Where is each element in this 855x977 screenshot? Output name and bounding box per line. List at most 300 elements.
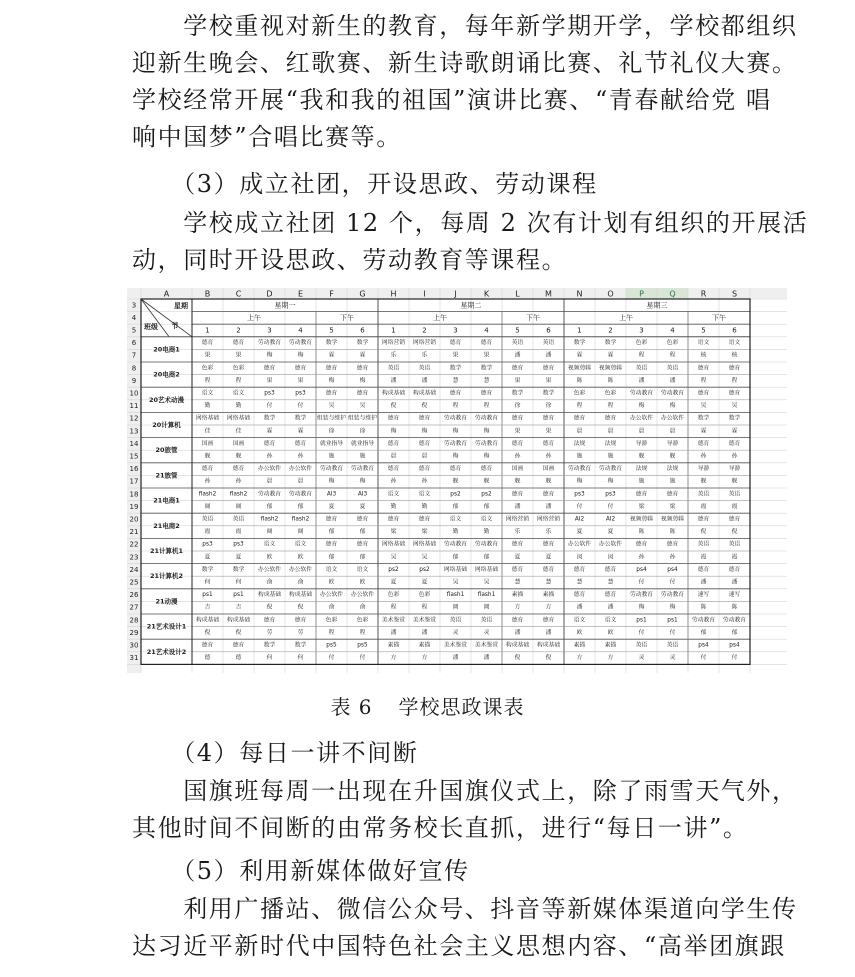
teacher-cell: 方: [421, 655, 428, 662]
teacher-cell: 慧: [607, 579, 614, 586]
teacher-cell: 晨: [607, 428, 614, 435]
teacher-cell: 倪: [266, 604, 273, 611]
teacher-cell: 梅: [359, 478, 366, 485]
heading-new-media: （5）利用新媒体做好宣传: [132, 857, 470, 885]
teacher-cell: 付: [576, 503, 583, 510]
subject-cell: 数学: [294, 642, 307, 649]
subject-cell: 网络基础: [226, 415, 251, 422]
teacher-cell: 孙: [421, 478, 428, 485]
teacher-cell: 梅: [390, 428, 397, 435]
subject-cell: 美术鉴赏: [381, 617, 406, 624]
subject-cell: 劳动教育: [443, 415, 468, 422]
row-number: 12: [129, 414, 139, 423]
teacher-cell: 灵: [638, 655, 645, 662]
teacher-cell: 付: [359, 655, 366, 662]
subject-cell: 构成基础: [288, 592, 313, 599]
teacher-cell: 晨: [638, 428, 645, 435]
subject-cell: 法规: [573, 440, 586, 447]
teacher-cell: 陈: [576, 377, 583, 384]
subject-cell: 语文: [573, 617, 586, 624]
teacher-cell: 梅: [328, 377, 335, 384]
subject-cell: 国画: [201, 440, 214, 447]
teacher-cell: 郁: [452, 554, 459, 561]
subject-cell: 语文: [480, 516, 493, 523]
subject-cell: ps4: [698, 642, 709, 649]
teacher-cell: 梅: [266, 352, 273, 359]
subject-cell: 德育: [573, 566, 586, 573]
teacher-cell: 孙: [235, 478, 242, 485]
teacher-cell: 梁: [669, 503, 676, 510]
teacher-cell: 程: [328, 629, 335, 636]
class-name: 21艺术设计1: [146, 622, 187, 631]
column-letter: O: [607, 289, 614, 299]
subject-cell: 德育: [728, 390, 741, 397]
subject-cell: 劳动教育: [257, 491, 282, 498]
period-number: 2: [608, 326, 613, 335]
subject-cell: 德育: [542, 617, 555, 624]
row-number: 7: [131, 351, 137, 360]
day-header: 星期一: [274, 301, 296, 310]
subject-cell: 德育: [573, 592, 586, 599]
teacher-cell: 欧: [328, 579, 335, 586]
subject-cell: 办公软件: [257, 566, 282, 573]
teacher-cell: 陈: [669, 529, 676, 536]
subject-cell: 德育: [418, 516, 431, 523]
subject-cell: 色彩: [232, 365, 245, 372]
subject-cell: flash2: [260, 516, 279, 523]
teacher-cell: 何: [297, 655, 304, 662]
teacher-cell: 孙: [700, 453, 707, 460]
subject-cell: 劳动教育: [257, 340, 282, 347]
subject-cell: 办公软件: [288, 466, 313, 473]
subject-cell: 构成基础: [226, 617, 251, 624]
teacher-cell: 梁: [638, 503, 645, 510]
teacher-cell: 方: [576, 655, 583, 662]
teacher-cell: 倪: [700, 529, 707, 536]
subject-cell: 英语: [232, 516, 245, 523]
subject-cell: 构成基础: [412, 390, 437, 397]
subject-cell: 视频剪辑: [660, 516, 685, 523]
teacher-cell: 吴: [700, 403, 707, 410]
subject-cell: 德育: [728, 365, 741, 372]
teacher-cell: 阔: [204, 503, 211, 510]
teacher-cell: 陈: [638, 529, 645, 536]
teacher-cell: 梅: [607, 478, 614, 485]
teacher-cell: 乐: [421, 352, 428, 359]
subject-cell: 劳动教育: [722, 617, 747, 624]
subject-cell: 劳动教育: [443, 541, 468, 548]
subject-cell: 德育: [511, 617, 524, 624]
teacher-cell: 潘: [731, 579, 738, 586]
paragraph-clubs: 学校成立社团 12 个，每周 2 次有计划有组织的开展活 动，同时开设思政、劳动教育等课程。: [132, 209, 809, 274]
subject-cell: 德育: [232, 340, 245, 347]
column-letter: E: [297, 289, 304, 299]
subject-cell: 劳动教育: [691, 617, 716, 624]
subject-cell: 构成基础: [381, 390, 406, 397]
subject-cell: ps5: [326, 642, 337, 649]
row-number: 18: [129, 490, 139, 499]
subject-cell: 劳动教育: [629, 592, 654, 599]
period-number: 4: [298, 326, 303, 335]
class-name: 21旅管: [155, 471, 178, 480]
teacher-cell: 潘: [669, 377, 676, 384]
subject-cell: 德育: [604, 592, 617, 599]
subject-cell: 德育: [511, 365, 524, 372]
teacher-cell: 梁: [421, 529, 428, 536]
teacher-cell: 潘: [514, 503, 521, 510]
subject-cell: 语文: [604, 617, 617, 624]
teacher-cell: 倪: [297, 604, 304, 611]
column-letter: B: [204, 289, 211, 299]
teacher-cell: 孙: [638, 554, 645, 561]
column-letter: D: [266, 289, 273, 299]
subject-cell: 数学: [325, 340, 338, 347]
teacher-cell: 慧: [514, 579, 521, 586]
subject-cell: 构成基础: [505, 642, 530, 649]
subject-cell: 国画: [511, 466, 524, 473]
subject-cell: 德育: [232, 466, 245, 473]
row-number: 25: [129, 578, 139, 587]
teacher-cell: 欧: [607, 629, 614, 636]
teacher-cell: 付: [669, 629, 676, 636]
subject-cell: AI3: [326, 491, 337, 498]
period-number: 4: [670, 326, 675, 335]
teacher-cell: 灵: [452, 629, 459, 636]
subject-cell: 构成基础: [257, 592, 282, 599]
half-day-header: 上午: [619, 313, 633, 322]
subject-cell: 就业指导: [350, 440, 375, 447]
teacher-cell: 闵: [576, 554, 583, 561]
subject-cell: 数学: [263, 642, 276, 649]
teacher-cell: 吴: [359, 403, 366, 410]
subject-cell: 德育: [697, 516, 710, 523]
teacher-cell: 陈: [700, 604, 707, 611]
column-letter: R: [700, 289, 707, 299]
teacher-cell: 付: [607, 503, 614, 510]
teacher-cell: 晨: [669, 428, 676, 435]
period-number: 1: [577, 326, 582, 335]
subject-cell: 数学: [604, 340, 617, 347]
teacher-cell: 梅: [576, 478, 583, 485]
corner-label-day: 星期: [174, 302, 188, 310]
class-name: 20艺术动漫: [148, 395, 185, 404]
subject-cell: 组装与维护: [348, 415, 377, 422]
column-letter: J: [454, 289, 457, 299]
teacher-cell: 方: [514, 604, 521, 611]
teacher-cell: 何: [266, 655, 273, 662]
teacher-cell: 施: [576, 453, 583, 460]
subject-cell: 法规: [604, 440, 617, 447]
subject-cell: 构成基础: [536, 642, 561, 649]
teacher-cell: 郁: [297, 503, 304, 510]
subject-cell: 数学: [697, 415, 710, 422]
subject-cell: 德育: [697, 440, 710, 447]
subject-cell: flash2: [291, 516, 310, 523]
subject-cell: 数学: [542, 390, 555, 397]
teacher-cell: 何: [204, 579, 211, 586]
subject-cell: 英语: [728, 491, 741, 498]
teacher-cell: 梅: [669, 604, 676, 611]
subject-cell: 德育: [232, 642, 245, 649]
subject-cell: 数学: [480, 365, 493, 372]
subject-cell: 网络营销: [505, 516, 530, 523]
teacher-cell: 梅: [483, 428, 490, 435]
class-name: 21动漫: [155, 597, 178, 606]
subject-cell: ps4: [729, 642, 740, 649]
teacher-cell: 德: [204, 655, 211, 662]
teacher-cell: 夏: [328, 503, 335, 510]
half-day-header: 下午: [526, 313, 540, 322]
subject-cell: 劳动教育: [598, 466, 623, 473]
teacher-cell: 灵: [483, 629, 490, 636]
subject-cell: 德育: [511, 566, 524, 573]
subject-cell: 英语: [666, 642, 679, 649]
teacher-cell: 晨: [390, 453, 397, 460]
subject-cell: 法规: [635, 466, 648, 473]
subject-cell: 就业指导: [319, 440, 344, 447]
subject-cell: 德育: [263, 440, 276, 447]
row-number: 9: [131, 376, 137, 385]
half-day-header: 下午: [712, 313, 726, 322]
subject-cell: 构成基础: [195, 617, 220, 624]
subject-cell: 素描: [573, 642, 586, 649]
column-letter: G: [359, 289, 366, 299]
subject-cell: 英语: [666, 365, 679, 372]
teacher-cell: 晨: [266, 478, 273, 485]
teacher-cell: 舰: [452, 478, 459, 485]
period-number: 5: [329, 326, 334, 335]
teacher-cell: 吴: [421, 554, 428, 561]
teacher-cell: 乐: [545, 529, 552, 536]
teacher-cell: 梅: [452, 428, 459, 435]
teacher-cell: 程: [235, 377, 242, 384]
teacher-cell: 施: [328, 453, 335, 460]
period-number: 2: [236, 326, 241, 335]
teacher-cell: 方: [607, 655, 614, 662]
subject-cell: 德育: [294, 365, 307, 372]
subject-cell: flash1: [446, 592, 465, 599]
teacher-cell: 程: [452, 403, 459, 410]
teacher-cell: 夏: [514, 554, 521, 561]
subject-cell: 办公软件: [288, 566, 313, 573]
subject-cell: 德育: [666, 491, 679, 498]
subject-cell: 德育: [542, 365, 555, 372]
subject-cell: 德育: [263, 617, 276, 624]
teacher-cell: 郁: [359, 529, 366, 536]
half-day-header: 上午: [247, 313, 261, 322]
subject-cell: 素描: [511, 592, 524, 599]
teacher-cell: 霖: [328, 352, 335, 359]
row-number: 15: [129, 452, 139, 461]
teacher-cell: 勤: [235, 403, 242, 410]
subject-cell: 国画: [232, 440, 245, 447]
teacher-cell: 欧: [266, 554, 273, 561]
period-number: 6: [546, 326, 551, 335]
subject-cell: 英语: [449, 617, 462, 624]
paragraph-new-student-education: 学校重视对新生的教育，每年新学期开学，学校都组织 迎新生晚会、红歌赛、新生诗歌朗诵比赛、礼节礼仪大赛。 学校经常开展“我和我的祖国”演讲比赛、“青春献给党 唱 响中国梦”合唱比赛等。: [132, 12, 798, 151]
subject-cell: 导游: [697, 466, 710, 473]
teacher-cell: 舰: [545, 478, 552, 485]
teacher-cell: 孙: [669, 554, 676, 561]
table-number: 表 6: [330, 695, 373, 719]
subject-cell: 劳动教育: [567, 466, 592, 473]
subject-cell: 德育: [511, 415, 524, 422]
teacher-cell: 梅: [421, 428, 428, 435]
teacher-cell: 程: [390, 604, 397, 611]
teacher-cell: 陈: [731, 604, 738, 611]
period-number: 3: [267, 326, 272, 335]
teacher-cell: 郁: [483, 503, 490, 510]
subject-cell: 德育: [325, 365, 338, 372]
subject-cell: 德育: [418, 415, 431, 422]
subject-cell: 德育: [480, 466, 493, 473]
teacher-cell: 梅: [452, 453, 459, 460]
teacher-cell: 勤: [483, 529, 490, 536]
subject-cell: 德育: [356, 365, 369, 372]
teacher-cell: 潘: [545, 503, 552, 510]
teacher-cell: 程: [576, 403, 583, 410]
subject-cell: ps3: [202, 541, 213, 548]
subject-cell: flash2: [229, 491, 248, 498]
teacher-cell: 付: [638, 629, 645, 636]
subject-cell: 数学: [356, 340, 369, 347]
subject-cell: 美术鉴赏: [474, 642, 499, 649]
row-number: 31: [129, 654, 139, 663]
subject-cell: ps2: [450, 491, 461, 498]
subject-cell: 英语: [697, 541, 710, 548]
teacher-cell: 梁: [390, 529, 397, 536]
teacher-cell: 潘: [390, 629, 397, 636]
row-number: 29: [129, 628, 139, 637]
subject-cell: 德育: [511, 440, 524, 447]
subject-cell: 德育: [201, 340, 214, 347]
teacher-cell: 孙: [514, 453, 521, 460]
subject-cell: 色彩: [387, 592, 400, 599]
subject-cell: 语文: [294, 541, 307, 548]
teacher-cell: 吴: [731, 403, 738, 410]
teacher-cell: 程: [638, 352, 645, 359]
subject-cell: 劳动教育: [319, 466, 344, 473]
row-number: 14: [129, 439, 139, 448]
subject-cell: 色彩: [418, 592, 431, 599]
subject-cell: ps3: [605, 491, 616, 498]
subject-cell: 视频剪辑: [598, 365, 623, 372]
teacher-cell: 潘: [545, 352, 552, 359]
period-number: 3: [639, 326, 644, 335]
teacher-cell: 方: [545, 604, 552, 611]
paragraph-flag-team: 国旗班每周一出现在升国旗仪式上，除了雨雪天气外， 其他时间不间断的由常务校长直抓，进行“每日一讲”。: [132, 777, 798, 842]
subject-cell: 色彩: [666, 340, 679, 347]
teacher-cell: 舰: [669, 453, 676, 460]
class-name: 21计算机2: [149, 572, 184, 581]
teacher-cell: 潘: [700, 579, 707, 586]
teacher-cell: 霖: [359, 352, 366, 359]
teacher-cell: 舰: [514, 478, 521, 485]
subject-cell: 英语: [480, 617, 493, 624]
subject-cell: 德育: [728, 516, 741, 523]
subject-cell: 劳动教育: [660, 390, 685, 397]
teacher-cell: 果: [514, 377, 521, 384]
teacher-cell: 程: [731, 377, 738, 384]
row-number: 22: [129, 540, 139, 549]
half-day-header: 下午: [340, 313, 354, 322]
period-number: 3: [453, 326, 458, 335]
subject-cell: 语文: [697, 340, 710, 347]
teacher-cell: 勤: [452, 529, 459, 536]
teacher-cell: 霖: [297, 428, 304, 435]
period-number: 1: [391, 326, 396, 335]
subject-cell: 德育: [387, 516, 400, 523]
subject-cell: 德育: [542, 541, 555, 548]
subject-cell: ps2: [388, 566, 399, 573]
teacher-cell: 吴: [452, 579, 459, 586]
teacher-cell: 霖: [700, 428, 707, 435]
teacher-cell: 晨: [297, 478, 304, 485]
subject-cell: flash1: [477, 592, 496, 599]
subject-cell: 德育: [263, 365, 276, 372]
subject-cell: 英语: [635, 365, 648, 372]
teacher-cell: 付: [266, 403, 273, 410]
subject-cell: 德育: [480, 390, 493, 397]
subject-cell: 德育: [387, 415, 400, 422]
row-number: 10: [129, 389, 139, 398]
row-number: 23: [129, 553, 139, 562]
subject-cell: 数学: [728, 415, 741, 422]
teacher-cell: 俞: [297, 579, 304, 586]
teacher-cell: 果: [452, 352, 459, 359]
teacher-cell: 梅: [638, 604, 645, 611]
teacher-cell: 潘: [452, 655, 459, 662]
subject-cell: 德育: [325, 516, 338, 523]
teacher-cell: 慧: [452, 377, 459, 384]
subject-cell: ps3: [295, 390, 306, 397]
subject-cell: 视频剪辑: [567, 365, 592, 372]
teacher-cell: 郁: [731, 629, 738, 636]
subject-cell: 办公软件: [660, 415, 685, 422]
subject-cell: ps2: [481, 491, 492, 498]
teacher-cell: 灵: [669, 655, 676, 662]
class-name: 20计算机: [152, 421, 181, 429]
subject-cell: 英语: [728, 541, 741, 548]
teacher-cell: 梅: [483, 453, 490, 460]
teacher-cell: 乐: [514, 529, 521, 536]
column-letter: Q: [669, 289, 676, 299]
teacher-cell: 倪: [390, 403, 397, 410]
subject-cell: 办公软件: [319, 592, 344, 599]
teacher-cell: 夏: [235, 554, 242, 561]
teacher-cell: 俞: [328, 604, 335, 611]
subject-cell: 德育: [542, 440, 555, 447]
subject-cell: ps1: [202, 592, 213, 599]
subject-cell: 素描: [418, 642, 431, 649]
teacher-cell: 果: [297, 377, 304, 384]
teacher-cell: 潘: [576, 604, 583, 611]
heading-daily-talk: （4）每日一讲不间断: [132, 739, 419, 767]
subject-cell: 数学: [232, 566, 245, 573]
teacher-cell: 俞: [266, 579, 273, 586]
subject-cell: 英语: [418, 365, 431, 372]
column-letter: P: [639, 289, 644, 299]
teacher-cell: 程: [204, 377, 211, 384]
teacher-cell: 阔: [297, 529, 304, 536]
subject-cell: 语文: [232, 390, 245, 397]
subject-cell: 办公软件: [629, 415, 654, 422]
row-number: 28: [129, 616, 139, 625]
teacher-cell: 欧: [576, 629, 583, 636]
period-number: 5: [515, 326, 520, 335]
teacher-cell: 付: [700, 655, 707, 662]
class-name: 21电商2: [153, 521, 180, 530]
